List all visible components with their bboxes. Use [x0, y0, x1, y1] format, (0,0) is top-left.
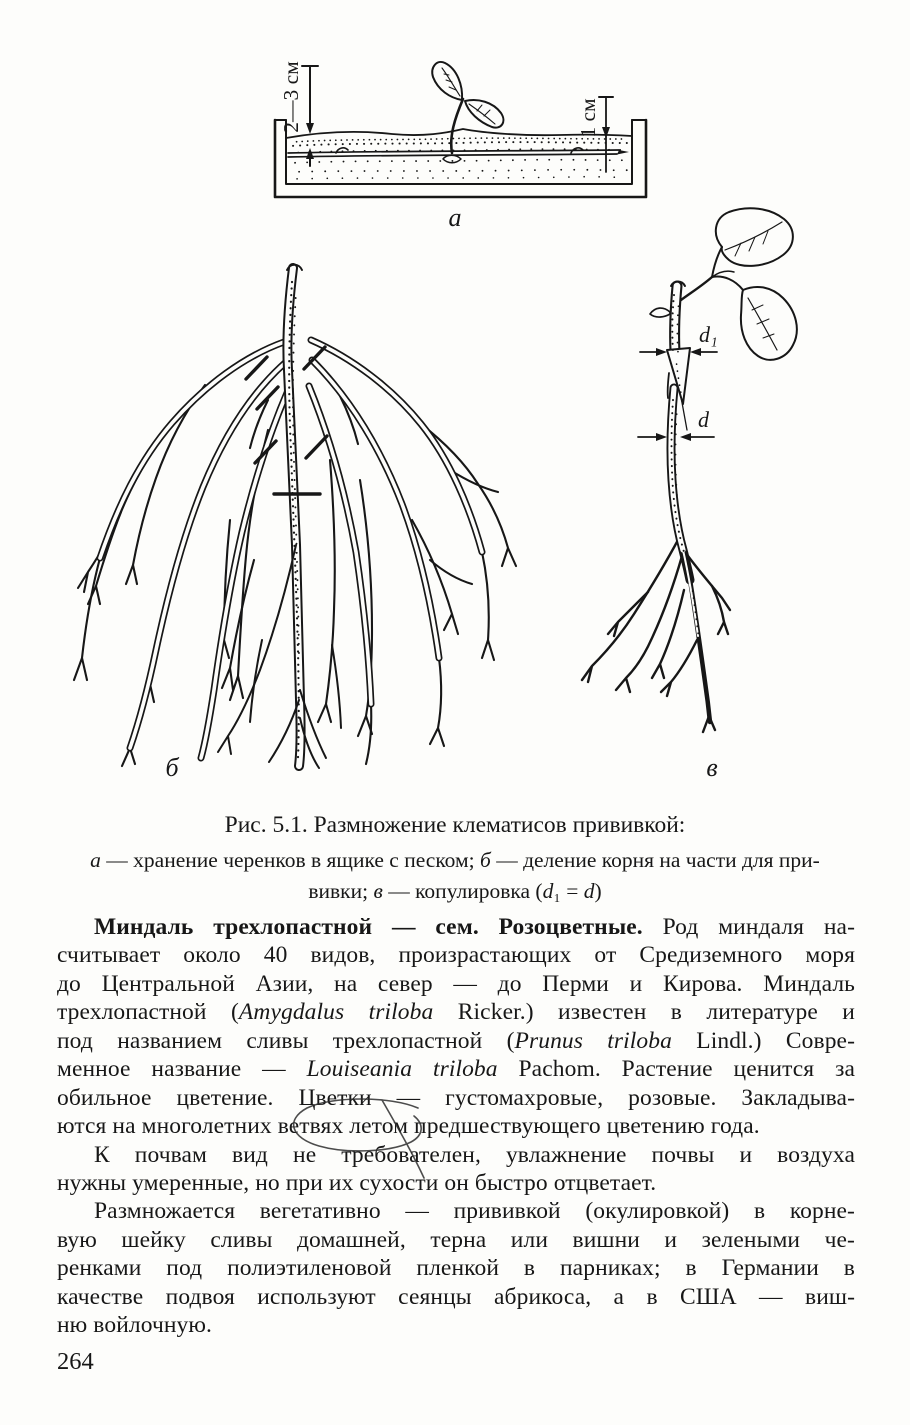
subcaption-line [0, 845, 910, 876]
text-segment: в [373, 878, 383, 903]
text-line [57, 1197, 855, 1225]
dim-label-2-3cm: 2—3 см [279, 61, 303, 133]
text-segment: под названием сливы трехлопастной ( [57, 1027, 515, 1054]
text-line [57, 1169, 855, 1197]
dim-label-d: d [698, 407, 709, 432]
text-segment: Миндаль трехлопастной — сем. Розоцветные. [94, 914, 643, 940]
root-division-drawing [74, 265, 516, 768]
text-segment: до Центральной Азии, на север — до Перми и Кирова. Миндаль [57, 970, 855, 997]
figure-subcaption [0, 845, 910, 906]
text-line [57, 1055, 855, 1083]
label-a: а [448, 203, 462, 232]
text-segment: Ricker.) известен в литературе и [433, 999, 855, 1026]
text-segment: менное название — [57, 1056, 307, 1083]
text-segment: — копулировка ( [382, 878, 543, 903]
body-text [57, 913, 855, 1340]
text-segment: Amygdalus triloba [238, 999, 434, 1026]
text-segment: ются на многолетних ветвях летом предшествующего цветению года. [57, 1113, 760, 1140]
figure-caption: Рис. 5.1. Размножение клематисов прививкой: [224, 812, 686, 838]
text-segment: считывает около 40 видов, произрастающих от Средиземного моря [57, 942, 855, 969]
text-line [57, 998, 855, 1026]
text-line [57, 1141, 855, 1169]
text-segment: Размножается вегетативно — прививкой (окулировкой) в корне- [94, 1198, 855, 1225]
text-segment: ) [594, 878, 602, 903]
text-line [57, 970, 855, 998]
grafting-drawing [582, 208, 797, 732]
page-number: 264 [57, 1348, 94, 1375]
text-segment: Род миндаля на- [642, 914, 855, 940]
text-segment: ню войлочную. [57, 1312, 213, 1339]
text-segment: — хранение черенков в ящике с песком; [100, 848, 480, 872]
label-v: в [706, 753, 718, 782]
text-segment: Louiseania triloba [306, 1056, 498, 1083]
subcaption-line [0, 876, 910, 907]
text-line [57, 1027, 855, 1055]
text-line [57, 1283, 855, 1311]
paragraph [57, 1197, 855, 1339]
dim-label-1cm: 1 см [576, 98, 600, 138]
text-segment: Pachom. Растение ценится за [497, 1056, 855, 1083]
text-segment: d [542, 878, 554, 903]
text-segment: ₁ = [553, 878, 584, 903]
text-segment: обильное цветение. Цветки — густомахровые, розовые. Закладыва- [57, 1084, 855, 1111]
label-b: б [165, 753, 179, 782]
text-segment: Lindl.) Совре- [671, 1027, 855, 1054]
text-line [57, 941, 855, 969]
text-segment: а [90, 848, 101, 872]
text-line [57, 913, 855, 941]
text-segment: d [583, 878, 595, 903]
text-segment: вую шейку сливы домашней, терна или вишни и зелеными че- [57, 1226, 855, 1253]
text-line [57, 1226, 855, 1254]
text-segment: — деление корня на части для при- [490, 848, 820, 872]
text-segment: нужны умеренные, но при их сухости он быстро отцветает. [57, 1169, 657, 1196]
dim-label-d1: d₁ [699, 322, 718, 347]
text-segment: трехлопастной ( [57, 999, 239, 1026]
text-segment: ренками под полиэтиленовой пленкой в парниках; в Германии в [57, 1255, 855, 1282]
text-line [57, 1084, 855, 1112]
text-segment: вивки; [308, 878, 374, 903]
text-segment: Prunus triloba [514, 1027, 672, 1054]
text-line [57, 1254, 855, 1282]
paragraph [57, 1141, 855, 1198]
paragraph [57, 913, 855, 1141]
text-line [57, 1311, 855, 1339]
text-segment: б [479, 848, 491, 872]
text-segment: К почвам вид не требователен, увлажнение почвы и воздуха [94, 1141, 855, 1168]
text-segment: качестве подвоя используют сеянцы абрикоса, а в США — виш- [57, 1283, 855, 1310]
text-line [57, 1112, 855, 1140]
